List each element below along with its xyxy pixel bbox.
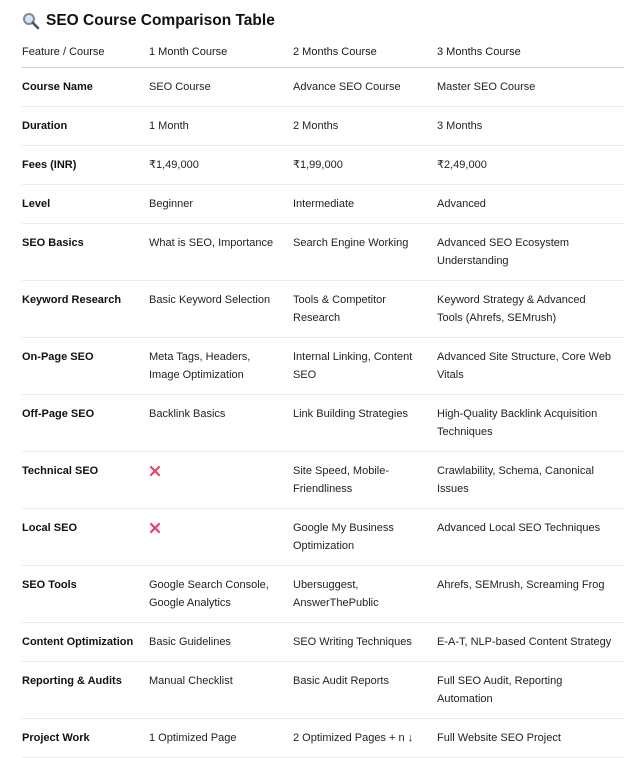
table-row: [22, 338, 624, 395]
cross-mark-icon: [149, 522, 161, 534]
table-row: [22, 452, 624, 509]
table-cell: [149, 623, 293, 662]
cell-text: 2 Optimized Pages + n: [293, 732, 405, 744]
table-row: [22, 185, 624, 224]
table-row: [22, 662, 624, 719]
feature-label: Reporting & Audits: [22, 662, 149, 719]
cell-text: High-Quality Backlink Acquisition Techniques: [437, 408, 598, 438]
table-row: [22, 719, 624, 758]
table-cell: [437, 185, 624, 224]
cell-text: Link Building Strategies: [293, 408, 408, 420]
feature-label: On-Page SEO: [22, 338, 149, 395]
feature-label: Fees (INR): [22, 146, 149, 185]
arrow-down-icon[interactable]: ↓: [407, 732, 414, 744]
table-cell: [437, 452, 624, 509]
table-cell: [293, 185, 437, 224]
cell-text: Ubersuggest, AnswerThePublic: [293, 579, 379, 609]
page-heading: [22, 12, 275, 30]
feature-label: Course Name: [22, 68, 149, 107]
table-cell: [293, 281, 437, 338]
cross-mark-icon: [149, 465, 161, 477]
table-cell: [293, 338, 437, 395]
feature-label: SEO Tools: [22, 566, 149, 623]
table-cell: [437, 662, 624, 719]
table-cell: [437, 224, 624, 281]
cell-text: Full Website SEO Project: [437, 732, 561, 744]
column-header: 3 Months Course: [437, 36, 624, 68]
table-cell: [293, 623, 437, 662]
table-cell: [293, 566, 437, 623]
table-cell: [149, 68, 293, 107]
cell-text: ₹2,49,000: [437, 159, 487, 171]
table-cell: [293, 224, 437, 281]
table-cell: [149, 719, 293, 758]
cell-text: Advanced SEO Ecosystem Understanding: [437, 237, 570, 267]
table-cell: [293, 107, 437, 146]
cell-text: Manual Checklist: [149, 675, 233, 687]
feature-label: Keyword Research: [22, 281, 149, 338]
column-header: 1 Month Course: [149, 36, 293, 68]
table-cell: [437, 146, 624, 185]
table-cell: [293, 719, 437, 758]
feature-label: Off-Page SEO: [22, 395, 149, 452]
cell-text: Intermediate: [293, 198, 355, 210]
feature-label: Technical SEO: [22, 452, 149, 509]
feature-label: Project Work: [22, 719, 149, 758]
table-cell: [437, 338, 624, 395]
table-cell: [149, 185, 293, 224]
table-cell: [293, 68, 437, 107]
cell-text: Basic Audit Reports: [293, 675, 389, 687]
table-cell: [149, 452, 293, 509]
table-row: [22, 395, 624, 452]
cell-text: SEO Course: [149, 81, 211, 93]
cell-text: Master SEO Course: [437, 81, 536, 93]
cell-text: Tools & Competitor Research: [293, 294, 386, 324]
cell-text: Basic Keyword Selection: [149, 294, 271, 306]
cell-text: 3 Months: [437, 120, 483, 132]
cell-text: 2 Months: [293, 120, 339, 132]
table-cell: [437, 566, 624, 623]
feature-label: Level: [22, 185, 149, 224]
table-row: [22, 107, 624, 146]
cell-text: Advance SEO Course: [293, 81, 401, 93]
table-row: [22, 68, 624, 107]
table-cell: [293, 452, 437, 509]
cell-text: Advanced: [437, 198, 486, 210]
table-cell: [293, 662, 437, 719]
cell-text: E-A-T, NLP-based Content Strategy: [437, 636, 612, 648]
cell-text: Google My Business Optimization: [293, 522, 394, 552]
table-cell: [149, 395, 293, 452]
table-row: [22, 224, 624, 281]
feature-label: Duration: [22, 107, 149, 146]
cell-text: Basic Guidelines: [149, 636, 231, 648]
magnifying-glass-icon: [22, 12, 40, 30]
cell-text: Backlink Basics: [149, 408, 226, 420]
cell-text: Full SEO Audit, Reporting Automation: [437, 675, 563, 705]
cell-text: Keyword Strategy & Advanced Tools (Ahrefs, SEMrush): [437, 294, 586, 324]
feature-label: SEO Basics: [22, 224, 149, 281]
table-cell: [149, 107, 293, 146]
table-cell: [293, 146, 437, 185]
table-cell: [437, 281, 624, 338]
table-cell: [437, 623, 624, 662]
table-cell: [149, 662, 293, 719]
table-cell: [149, 509, 293, 566]
table-cell: [437, 68, 624, 107]
cell-text: What is SEO, Importance: [149, 237, 274, 249]
table-cell: [149, 146, 293, 185]
feature-label: Content Optimization: [22, 623, 149, 662]
cell-text: Crawlability, Schema, Canonical Issues: [437, 465, 594, 495]
page-title: SEO Course Comparison Table: [46, 12, 275, 29]
cell-text: 1 Optimized Page: [149, 732, 237, 744]
cell-text: Beginner: [149, 198, 194, 210]
table-cell: [437, 509, 624, 566]
cell-text: Google Search Console, Google Analytics: [149, 579, 269, 609]
table-cell: [149, 224, 293, 281]
column-header: 2 Months Course: [293, 36, 437, 68]
table-row: [22, 281, 624, 338]
table-row: [22, 146, 624, 185]
feature-label: Local SEO: [22, 509, 149, 566]
cell-text: 1 Month: [149, 120, 189, 132]
table-cell: [149, 566, 293, 623]
cell-text: Search Engine Working: [293, 237, 409, 249]
table-cell: [293, 395, 437, 452]
column-header: Feature / Course: [22, 36, 149, 68]
table-cell: [149, 281, 293, 338]
cell-text: Meta Tags, Headers, Image Optimization: [149, 351, 251, 381]
table-row: [22, 509, 624, 566]
cell-text: ₹1,49,000: [149, 159, 199, 171]
cell-text: Ahrefs, SEMrush, Screaming Frog: [437, 579, 605, 591]
table-cell: [437, 107, 624, 146]
table-cell: [293, 509, 437, 566]
table-cell: [149, 338, 293, 395]
cell-text: Internal Linking, Content SEO: [293, 351, 413, 381]
cell-text: SEO Writing Techniques: [293, 636, 412, 648]
cell-text: ₹1,99,000: [293, 159, 343, 171]
table-body: [22, 68, 624, 758]
comparison-table: [22, 36, 624, 758]
table-cell: [437, 395, 624, 452]
table-row: [22, 566, 624, 623]
cell-text: Site Speed, Mobile-Friendliness: [293, 465, 389, 495]
table-row: [22, 623, 624, 662]
cell-text: Advanced Local SEO Techniques: [437, 522, 601, 534]
table-cell: [437, 719, 624, 758]
table-header-row: [22, 36, 624, 68]
cell-text: Advanced Site Structure, Core Web Vitals: [437, 351, 612, 381]
